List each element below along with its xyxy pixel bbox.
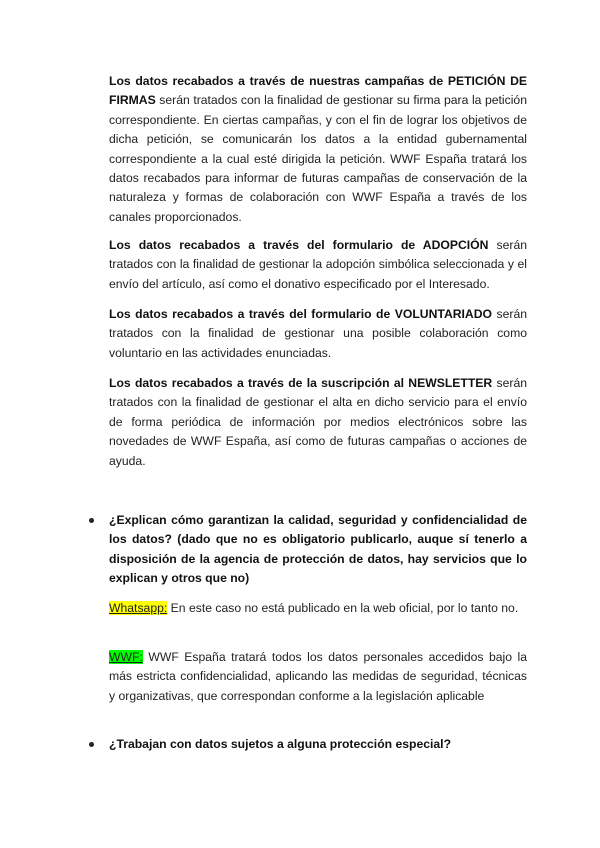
paragraph-lead: Los datos recabados a través de nuestras campañas de PETICIÓN DE FIRMAS: [109, 74, 527, 108]
bullet-icon: [89, 742, 94, 747]
paragraph-lead: Los datos recabados a través del formulario de ADOPCIÓN: [109, 238, 489, 252]
question-proteccion-especial: ¿Trabajan con datos sujetos a alguna protección especial?: [109, 737, 452, 751]
paragraph-voluntariado: [109, 305, 527, 363]
answer-whatsapp: [109, 599, 527, 618]
paragraph-newsletter: [109, 374, 527, 471]
bullet-icon: [89, 518, 94, 523]
answer-text: En este caso no está publicado en la web oficial, por lo tanto no.: [167, 601, 519, 615]
paragraph-peticion-firmas: [109, 72, 527, 227]
question-calidad-seguridad: ¿Explican cómo garantizan la calidad, seguridad y confidencialidad de los datos? (dado que no es obligatorio publicarlo, auque sí tenerlo a disposición de la agencia de protección de datos, hay servicios que lo explican y otros que no): [109, 513, 527, 586]
paragraph-lead: Los datos recabados a través del formulario de VOLUNTARIADO: [109, 307, 493, 321]
paragraph-body: serán tratados con la finalidad de gestionar su firma para la petición correspondiente. En ciertas campañas, y con el fin de lograr los objetivos de dicha petición, se comunicarán los datos a la entidad gubernamental correspondiente a la cual esté dirigida la petición. WWF España tratará los datos recabados para informar de futuras campañas de conservación de la naturaleza y formas de colaboración con WWF España a través de los canales proporcionados.: [109, 93, 527, 224]
paragraph-body: serán tratados con la finalidad de gestionar el alta en dicho servicio para el envío de forma periódica de información por medios electrónicos sobre las novedades de WWF España, así como de futuras campañas o acciones de ayuda.: [109, 376, 527, 468]
paragraph-body: serán tratados con la finalidad de gestionar una posible colaboración como voluntario en las actividades enunciadas.: [109, 307, 527, 360]
answer-label-wwf: WWF:: [109, 650, 143, 664]
paragraph-lead: Los datos recabados a través de la suscripción al NEWSLETTER: [109, 376, 493, 390]
answer-text: WWF España tratará todos los datos personales accedidos bajo la más estricta confidencialidad, aplicando las medidas de seguridad, técnicas y organizativas, que correspondan conforme a la legislación aplicable: [109, 650, 527, 703]
paragraph-adopcion: [109, 236, 527, 294]
paragraph-body: serán tratados con la finalidad de gestionar la adopción simbólica seleccionada y el envío del artículo, así como el donativo especificado por el Interesado.: [109, 238, 527, 291]
answer-label-whatsapp: Whatsapp:: [109, 601, 168, 615]
answer-wwf: [109, 648, 527, 706]
